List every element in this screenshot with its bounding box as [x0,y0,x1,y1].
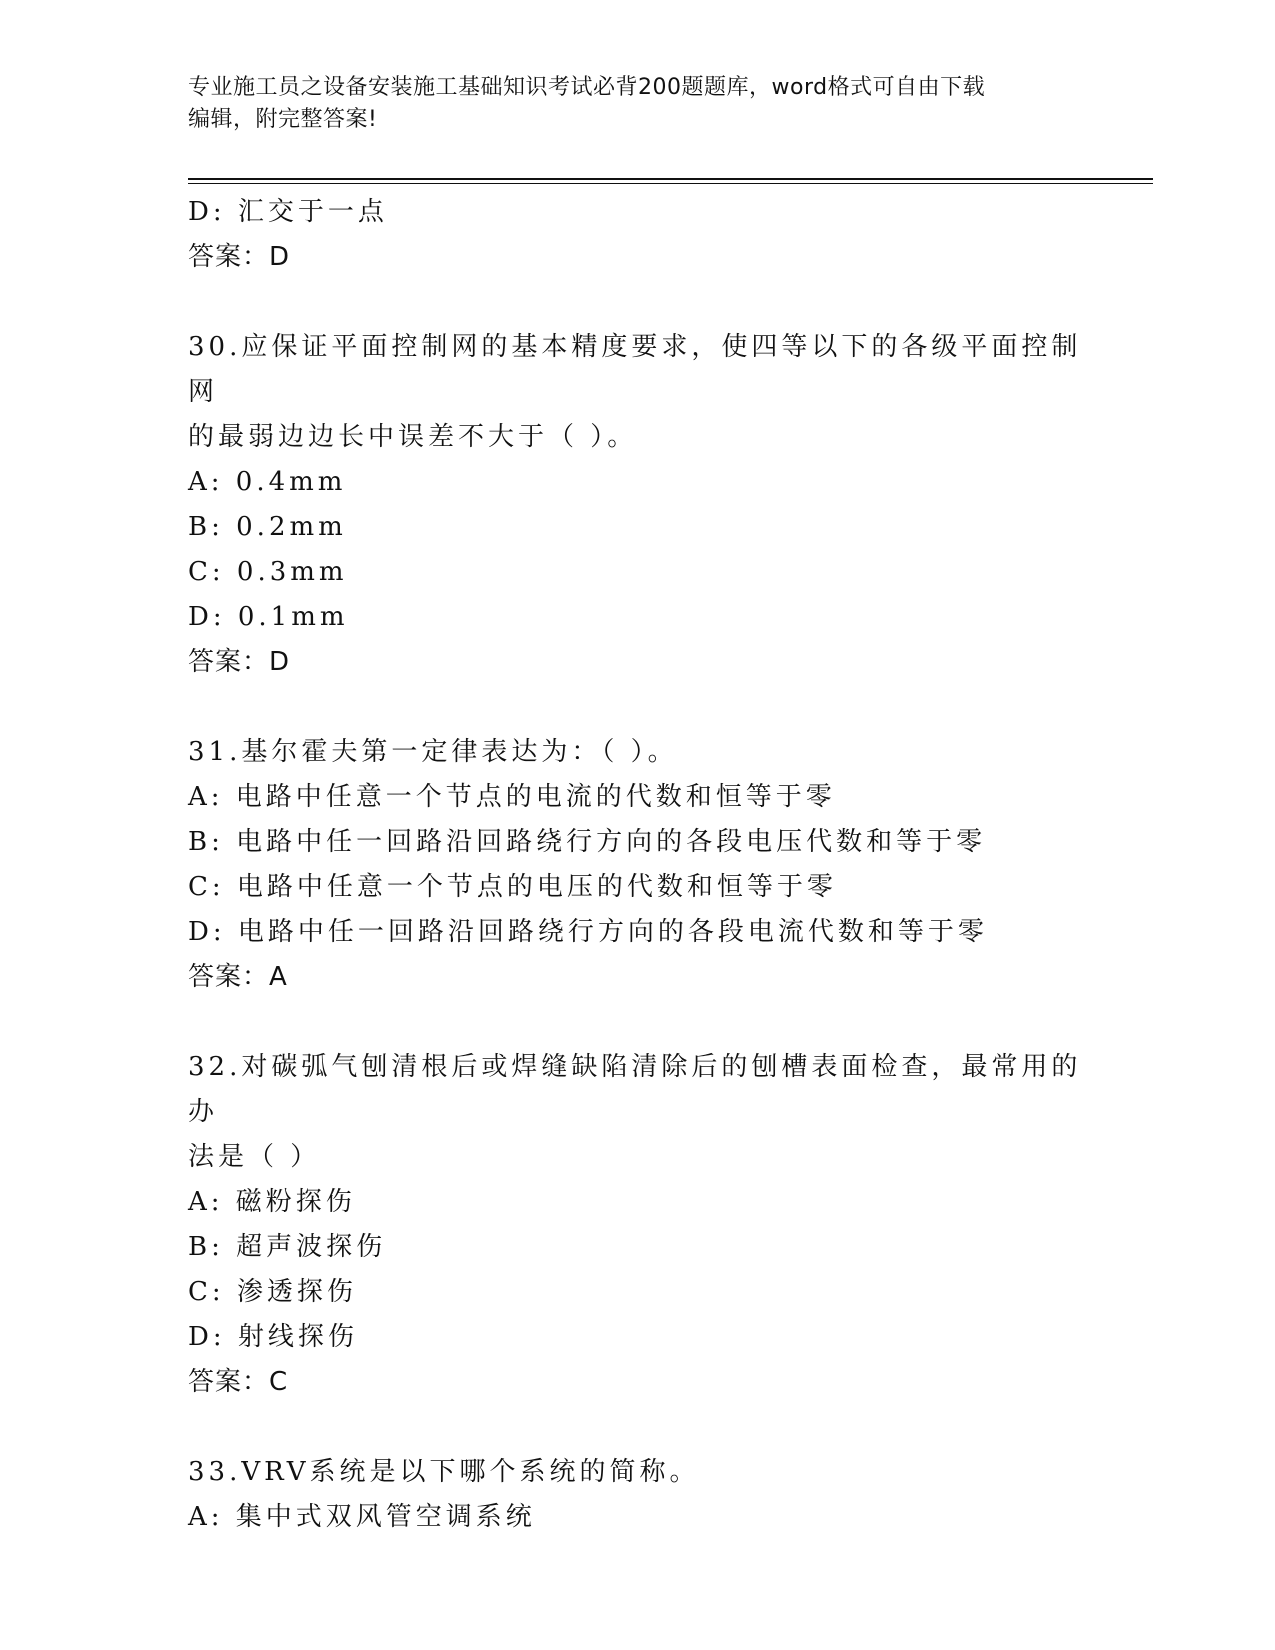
header-divider-thin [188,183,1153,184]
header-title-line-1: 专业施工员之设备安装施工基础知识考试必背200题题库，word格式可自由下载 [188,75,986,100]
question-30-option-d: D: 0.1mm [188,602,349,632]
header-divider-thick [188,178,1153,180]
question-30-option-a: A: 0.4mm [188,467,347,497]
question-31-option-a: A: 电路中任意一个节点的电流的代数和恒等于零 [188,782,836,812]
spacer [188,1000,1088,1045]
question-32-option-c: C: 渗透探伤 [188,1277,357,1307]
question-31-option-c: C: 电路中任意一个节点的电压的代数和恒等于零 [188,872,837,902]
question-30-answer: 答案：D [188,647,291,677]
question-33 [188,1450,1088,1540]
question-31 [188,730,1088,1000]
question-32-stem-line-1: 32.对碳弧气刨清根后或焊缝缺陷清除后的刨槽表面检查，最常用的办 [188,1052,1082,1127]
question-30-option-b: B: 0.2mm [188,512,347,542]
document-header [188,72,1088,136]
prev-option-d: D: 汇交于一点 [188,197,388,227]
spacer [188,685,1088,730]
question-32 [188,1045,1088,1405]
question-31-option-d: D: 电路中任一回路沿回路绕行方向的各段电流代数和等于零 [188,917,988,947]
spacer [188,280,1088,325]
question-32-option-a: A: 磁粉探伤 [188,1187,356,1217]
question-32-option-b: B: 超声波探伤 [188,1232,387,1262]
question-33-option-a: A: 集中式双风管空调系统 [188,1502,536,1532]
question-33-stem-line-1: 33.VRV系统是以下哪个系统的简称。 [188,1457,700,1487]
question-31-stem-line-1: 31.基尔霍夫第一定律表达为：（ ）。 [188,737,678,767]
question-32-answer: 答案：C [188,1367,289,1397]
question-30-stem-line-1: 30.应保证平面控制网的基本精度要求，使四等以下的各级平面控制网 [188,332,1082,407]
question-32-stem-line-2: 法是（ ） [188,1142,321,1172]
question-32-option-d: D: 射线探伤 [188,1322,358,1352]
question-30-stem-line-2: 的最弱边边长中误差不大于（ ）。 [188,422,638,452]
question-30-option-c: C: 0.3mm [188,557,348,587]
prev-answer: 答案：D [188,242,291,272]
header-title-line-2: 编辑，附完整答案! [188,107,378,132]
spacer [188,1405,1088,1450]
question-31-option-b: B: 电路中任一回路沿回路绕行方向的各段电压代数和等于零 [188,827,987,857]
question-31-answer: 答案：A [188,962,288,992]
question-content [188,190,1088,1540]
question-30 [188,325,1088,685]
